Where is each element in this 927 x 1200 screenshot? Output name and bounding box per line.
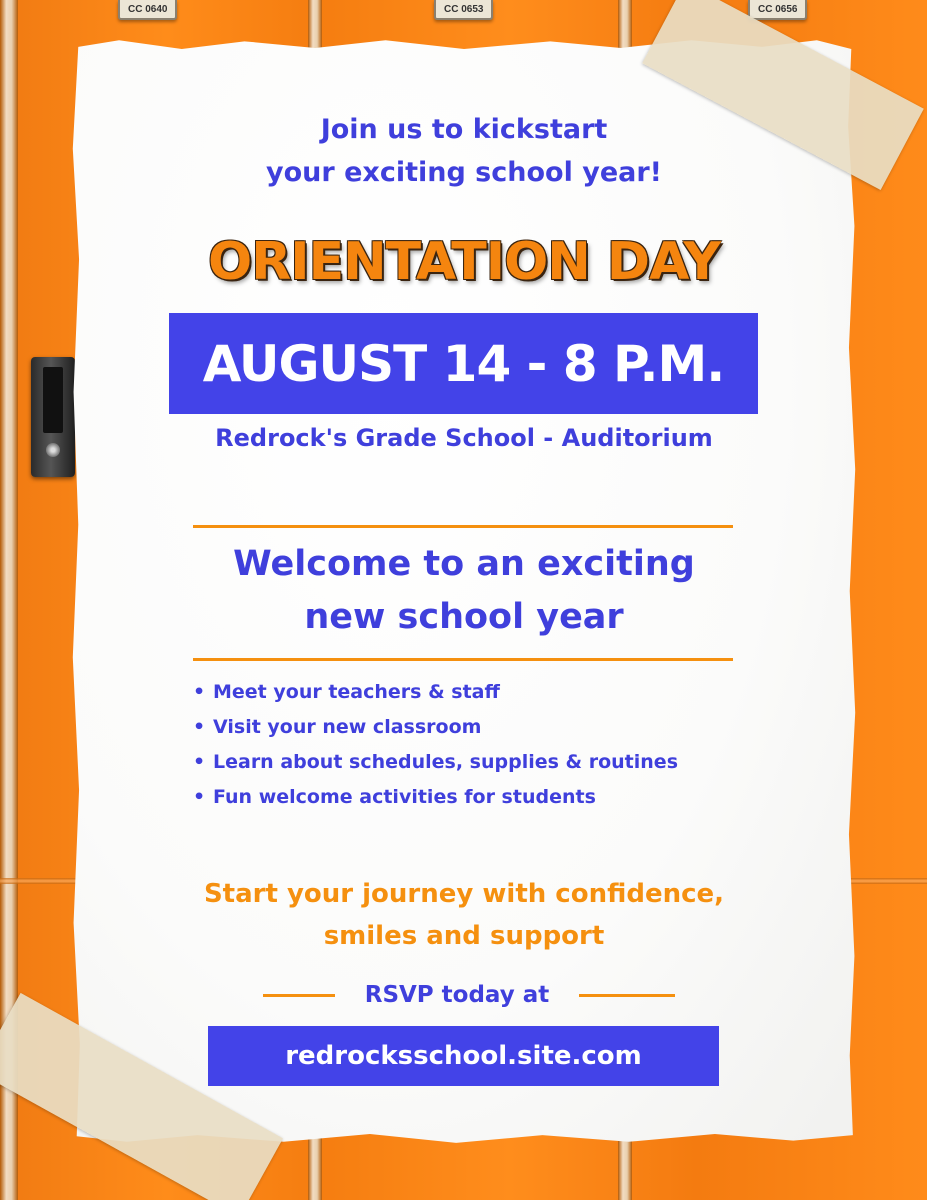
locker-label: CC 0656 <box>748 0 807 20</box>
date-time-text: AUGUST 14 - 8 P.M. <box>202 334 725 393</box>
intro-line-1: Join us to kickstart <box>320 114 608 145</box>
bullet-icon: • <box>193 681 206 703</box>
rsvp-url-text: redrocksschool.site.com <box>285 1041 642 1071</box>
lock-slot <box>43 367 63 433</box>
welcome-line-2: new school year <box>304 597 624 637</box>
keyhole-icon <box>46 443 60 457</box>
list-item <box>193 676 678 711</box>
bullet-icon: • <box>193 751 206 773</box>
divider <box>579 994 675 997</box>
list-item-text: Fun welcome activities for students <box>213 786 596 808</box>
journey-line-2: smiles and support <box>323 921 605 951</box>
locker-label: CC 0640 <box>118 0 177 20</box>
divider <box>263 994 335 997</box>
list-item-text: Meet your teachers & staff <box>213 681 500 703</box>
journey-line-1: Start your journey with confidence, <box>203 879 725 909</box>
welcome-heading <box>72 538 856 644</box>
bullet-icon: • <box>193 786 206 808</box>
list-item-text: Visit your new classroom <box>213 716 482 738</box>
activity-list <box>193 676 678 816</box>
list-item <box>193 711 678 746</box>
locker-label: CC 0653 <box>434 0 493 20</box>
rsvp-label: RSVP today at <box>364 982 550 1008</box>
journey-text <box>72 873 856 957</box>
intro-text <box>72 108 856 194</box>
list-item-text: Learn about schedules, supplies & routines <box>213 751 678 773</box>
list-item <box>193 746 678 781</box>
date-time-banner <box>169 313 758 414</box>
locker-lock-icon <box>31 357 75 477</box>
rsvp-url-link[interactable] <box>208 1026 719 1086</box>
welcome-line-1: Welcome to an exciting <box>233 544 695 584</box>
list-item <box>193 781 678 816</box>
bullet-icon: • <box>193 716 206 738</box>
intro-line-2: your exciting school year! <box>266 157 662 188</box>
divider <box>193 525 733 528</box>
page-title: ORIENTATION DAY <box>207 232 720 292</box>
venue-text: Redrock's Grade School - Auditorium <box>215 424 713 452</box>
rsvp-row <box>263 977 675 1013</box>
divider <box>193 658 733 661</box>
